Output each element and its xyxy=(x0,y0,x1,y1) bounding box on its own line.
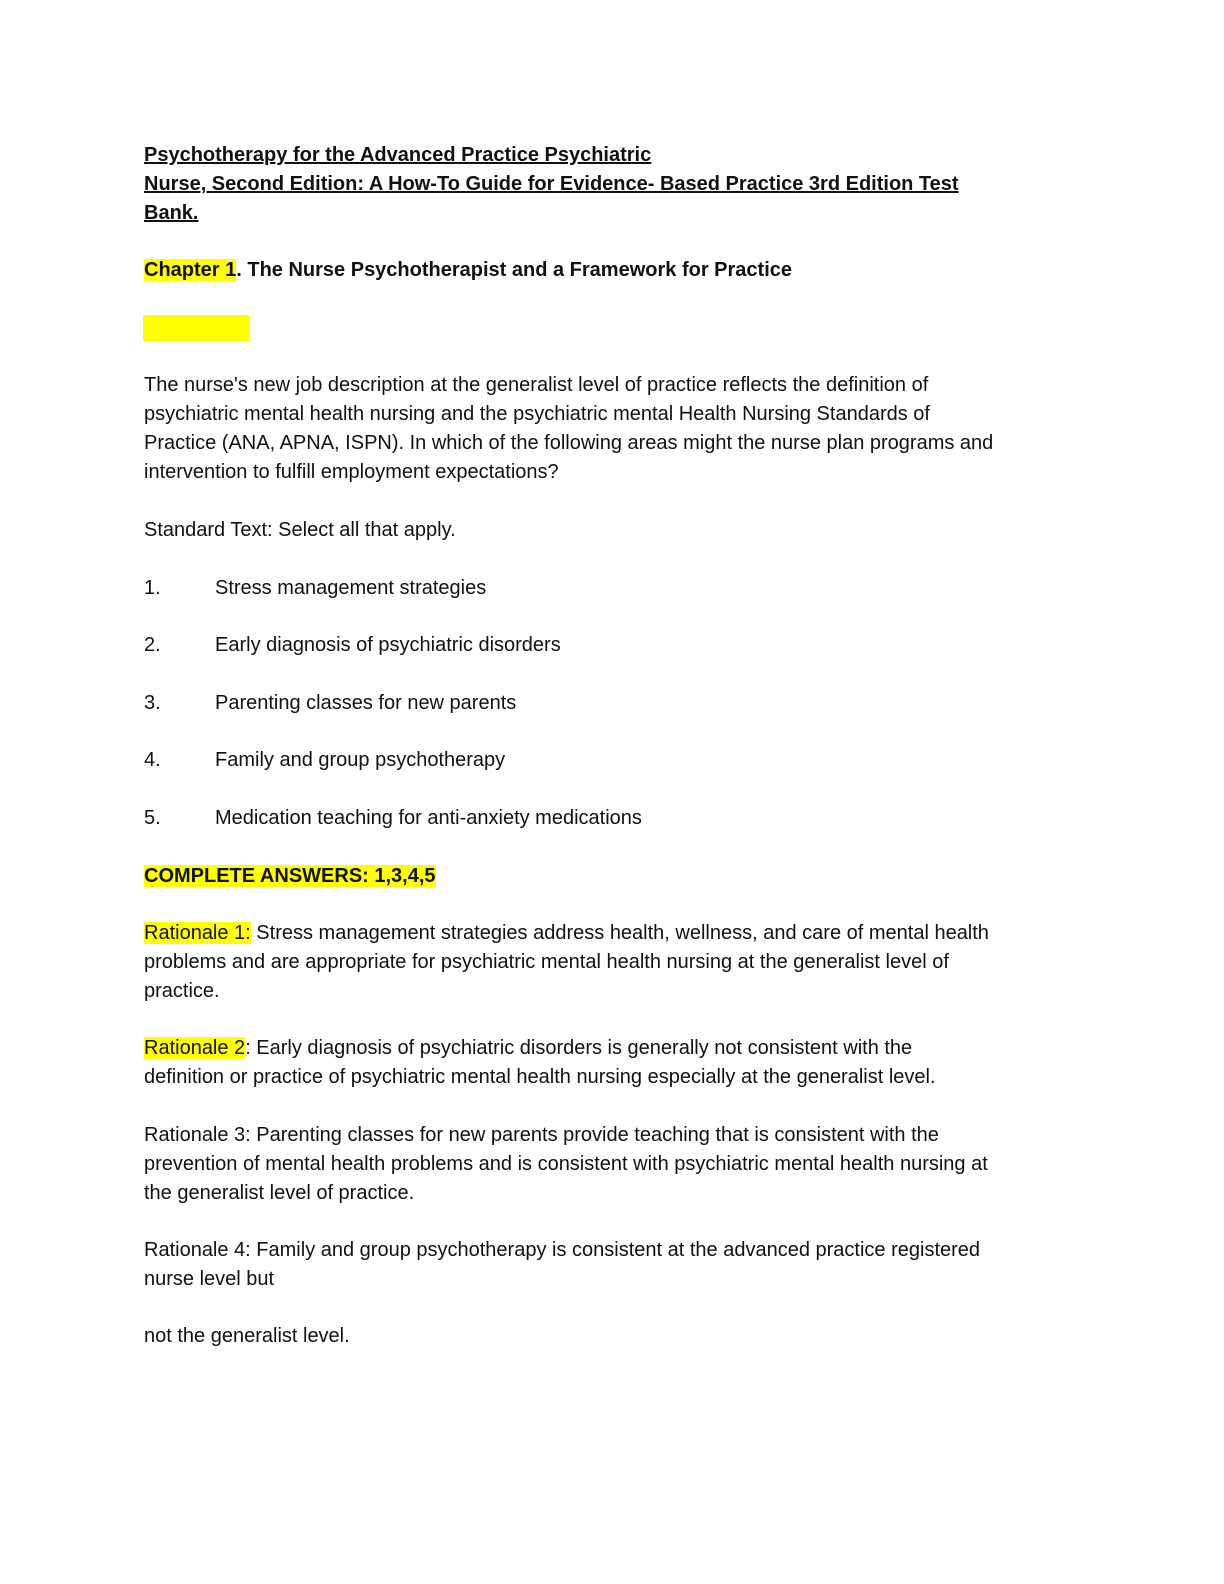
highlight-block xyxy=(143,315,249,341)
rationale-1-line-2: problems and are appropriate for psychiatric mental health nursing at the generalist level of xyxy=(144,951,949,973)
option-text: Early diagnosis of psychiatric disorders xyxy=(215,634,561,656)
option-number: 3. xyxy=(144,692,161,714)
question-line-1: The nurse's new job description at the generalist level of practice reflects the definition of xyxy=(144,374,929,396)
option-number: 2. xyxy=(144,634,161,656)
option-text: Medication teaching for anti-anxiety medications xyxy=(215,807,642,829)
rationale-3-line-3: the generalist level of practice. xyxy=(144,1182,415,1204)
rationale-1-line-1 xyxy=(144,919,1084,948)
option-number: 1. xyxy=(144,577,161,599)
rationale-label: Rationale 2 xyxy=(144,1037,246,1059)
rationale-4-line-1 xyxy=(144,1236,1084,1265)
rationale-label: Rationale 1: xyxy=(144,922,251,944)
rationale-4-line-2: nurse level but xyxy=(144,1268,275,1290)
answer-key xyxy=(144,862,436,891)
rationale-label: Rationale 3: xyxy=(144,1124,251,1146)
option-number: 5. xyxy=(144,807,161,829)
option-text: Family and group psychotherapy xyxy=(215,749,506,771)
doc-title-line-3: Bank. xyxy=(144,202,199,224)
rationale-3-line-1 xyxy=(144,1121,1084,1150)
chapter-title: . The Nurse Psychotherapist and a Framework for Practice xyxy=(236,259,792,281)
rationale-text: Family and group psychotherapy is consistent at the advanced practice registered xyxy=(250,1239,981,1261)
chapter-label: Chapter 1 xyxy=(144,259,237,281)
question-line-4: intervention to fulfill employment expectations? xyxy=(144,461,559,483)
rationale-label: Rationale 4: xyxy=(144,1239,251,1261)
option-text: Parenting classes for new parents xyxy=(215,692,517,714)
rationale-2-line-1 xyxy=(144,1034,1084,1063)
rationale-text: Stress management strategies address health, wellness, and care of mental health xyxy=(250,922,989,944)
rationale-1-line-3: practice. xyxy=(144,980,220,1002)
option-number: 4. xyxy=(144,749,161,771)
chapter-heading xyxy=(144,256,792,285)
question-line-2: psychiatric mental health nursing and the psychiatric mental Health Nursing Standards of xyxy=(144,403,930,425)
option-text: Stress management strategies xyxy=(215,577,487,599)
doc-title-line-1: Psychotherapy for the Advanced Practice Psychiatric xyxy=(144,144,652,166)
rationale-text: : Early diagnosis of psychiatric disorders is generally not consistent with the xyxy=(245,1037,913,1059)
doc-title-line-2: Nurse, Second Edition: A How-To Guide for Evidence- Based Practice 3rd Edition Test xyxy=(144,173,959,195)
question-line-3: Practice (ANA, APNA, ISPN). In which of the following areas might the nurse plan programs and xyxy=(144,432,994,454)
answer-key-text: COMPLETE ANSWERS: 1,3,4,5 xyxy=(144,865,436,887)
instruction-text: Standard Text: Select all that apply. xyxy=(144,519,456,541)
rationale-2-line-2: definition or practice of psychiatric mental health nursing especially at the generalist level. xyxy=(144,1066,936,1088)
rationale-3-line-2: prevention of mental health problems and is consistent with psychiatric mental health nursing at xyxy=(144,1153,988,1175)
continuation-text: not the generalist level. xyxy=(144,1325,350,1347)
rationale-text: Parenting classes for new parents provide teaching that is consistent with the xyxy=(250,1124,939,1146)
